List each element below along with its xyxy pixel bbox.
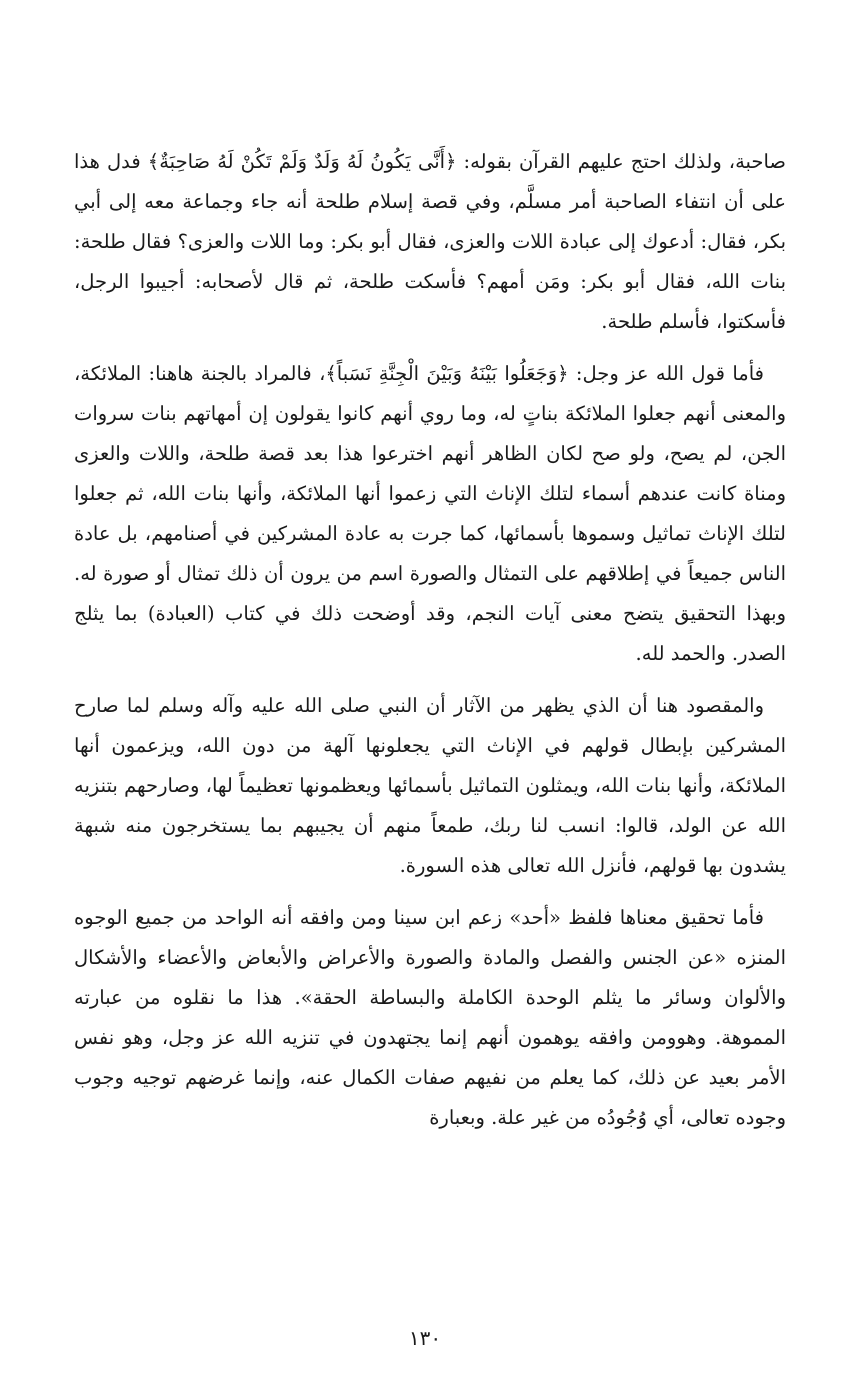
paragraph-4: فأما تحقيق معناها فلفظ «أحد» زعم ابن سينا ومن وافقه أنه الواحد من جميع الوجوه المنزه «عن الجنس والفصل والمادة والصورة والأعراض والأبعاض والأعضاء والأشكال والألوان وسائر ما يثلم الوحدة الكاملة والبساطة الحقة». هذا ما نقلوه من عبارته المموهة. وهوومن وافقه يوهمون أنهم إنما يجتهدون في تنزيه الله عز وجل، وهو نفس الأمر بعيد عن ذلك، كما يعلم من نفيهم صفات الكمال عنه، وإنما غرضهم توجيه وجوب وجوده تعالى، أي وُجُودُه من غير علة. وبعبارة — [74, 906, 786, 1129]
body-text — [74, 142, 786, 1138]
paragraph-3: والمقصود هنا أن الذي يظهر من الآثار أن النبي صلى الله عليه وآله وسلم لما صارح المشركين بإبطال قولهم في الإناث التي يجعلونها آلهة من دون الله، ويزعمون أنها الملائكة، وأنها بنات الله، ويمثلون التماثيل بأسمائها ويعظمونها تعظيماً لها، وصارحهم بتنزيه الله عن الولد، قالوا: انسب لنا ربك، طمعاً منهم أن يجيبهم بما يستخرجون منه شبهة يشدون بها قولهم، فأنزل الله تعالى هذه السورة. — [74, 694, 786, 877]
page-number: ١٣٠ — [408, 1326, 442, 1350]
paragraph-1: صاحبة، ولذلك احتج عليهم القرآن بقوله: ﴿أَنَّى يَكُونُ لَهُ وَلَدٌ وَلَمْ تَكُنْ لَهُ صَاحِبَةٌ﴾ فدل هذا على أن انتفاء الصاحبة أمر مسلَّم، وفي قصة إسلام طلحة أنه جاء وجماعة معه إلى أبي بكر، فقال: أدعوك إلى عبادة اللات والعزى، فقال أبو بكر: وما اللات والعزى؟ فقال طلحة: بنات الله، فقال أبو بكر: ومَن أمهم؟ فأسكت طلحة، ثم قال لأصحابه: أجيبوا الرجل، فأسكتوا، فأسلم طلحة. — [74, 150, 786, 333]
paragraph-2: فأما قول الله عز وجل: ﴿وَجَعَلُوا بَيْنَهُ وَبَيْنَ الْجِنَّةِ نَسَباً﴾، فالمراد بالجنة هاهنا: الملائكة، والمعنى أنهم جعلوا الملائكة بناتٍ له، وما روي أنهم كانوا يقولون إن أمهاتهم بنات سروات الجن، لم يصح، ولو صح لكان الظاهر أنهم اخترعوا هذا بعد قصة طلحة، واللات والعزى ومناة كانت عندهم أسماء لتلك الإناث التي زعموا أنها الملائكة، وأنها بنات الله، ثم جعلوا لتلك الإناث تماثيل وسموها بأسمائها، كما جرت به عادة المشركين في أصنامهم، بل عادة الناس جميعاً في إطلاقهم على التمثال والصورة اسم من يرون أن ذلك تمثال أو صورة له. وبهذا التحقيق يتضح معنى آيات النجم، وقد أوضحت ذلك في كتاب (العبادة) بما يثلج الصدر. والحمد لله. — [74, 362, 786, 665]
